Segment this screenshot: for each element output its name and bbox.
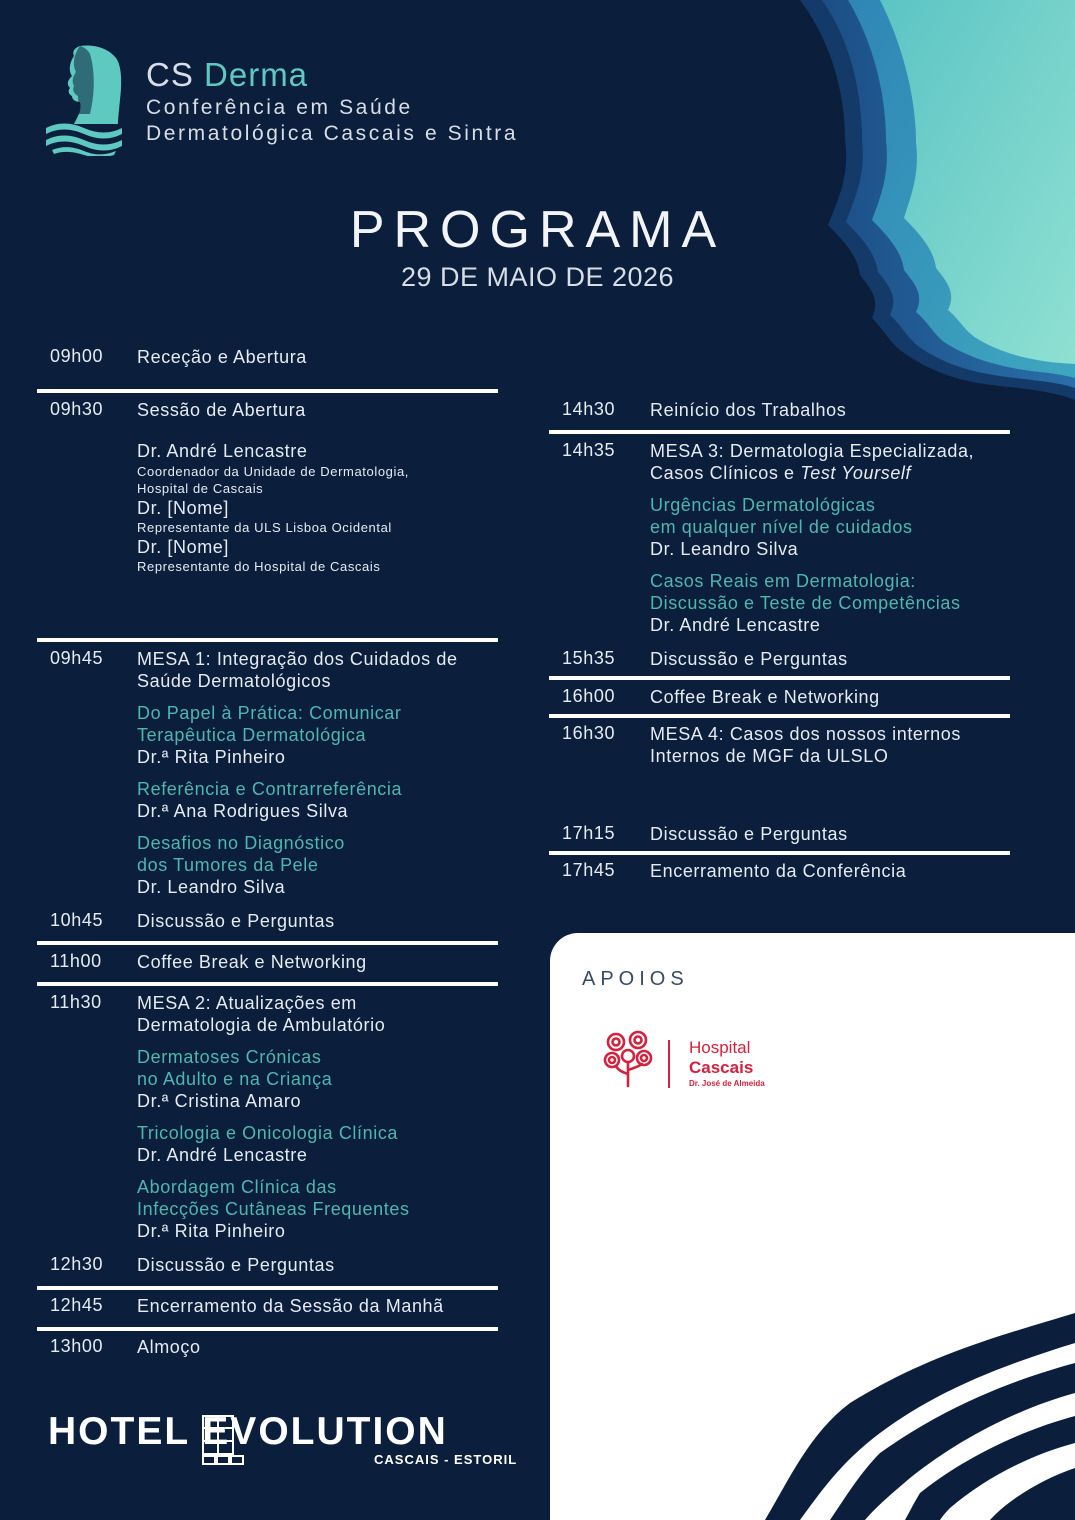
brand-subtitle-line1: Conferência em Saúde xyxy=(146,96,413,119)
time-1130: 11h30 xyxy=(50,992,102,1012)
divider xyxy=(37,1286,498,1290)
time-0900: 09h00 xyxy=(50,346,104,366)
time-0930: 09h30 xyxy=(50,399,104,419)
brand-accent: Derma xyxy=(204,56,309,93)
talk-title: Urgências Dermatológicas xyxy=(650,495,876,515)
talk-speaker: Dr.ª Rita Pinheiro xyxy=(137,1221,286,1241)
divider xyxy=(549,851,1010,855)
time-1715: 17h15 xyxy=(562,823,616,843)
talk-speaker: Dr.ª Ana Rodrigues Silva xyxy=(137,801,349,821)
speaker-name: Dr. [Nome] xyxy=(137,498,230,518)
talk-title: Referência e Contrarreferência xyxy=(137,779,403,799)
item-1600-title: Coffee Break e Networking xyxy=(650,687,880,707)
time-1245: 12h45 xyxy=(50,1295,104,1315)
hospital-tree-logo-icon xyxy=(602,1030,656,1088)
time-1230: 12h30 xyxy=(50,1254,104,1274)
talk-title: no Adulto e na Criança xyxy=(137,1069,333,1089)
item-1430-title: Reinício dos Trabalhos xyxy=(650,400,847,420)
item-1715-title: Discussão e Perguntas xyxy=(650,824,848,844)
talk-speaker: Dr.ª Cristina Amaro xyxy=(137,1091,302,1111)
speaker-name: Dr. André Lencastre xyxy=(137,441,308,461)
talk-speaker: Dr. Leandro Silva xyxy=(650,539,799,559)
time-1600: 16h00 xyxy=(562,686,616,706)
item-0900-title: Receção e Abertura xyxy=(137,347,307,367)
speaker-role: Hospital de Cascais xyxy=(137,481,264,496)
item-1045-title: Discussão e Perguntas xyxy=(137,911,335,931)
talk-speaker: Dr. Leandro Silva xyxy=(137,877,286,897)
mesa3-title-line2: Casos Clínicos e Test Yourself xyxy=(650,463,912,483)
divider xyxy=(549,676,1010,680)
logo-divider xyxy=(668,1040,670,1088)
talk-title: em qualquer nível de cuidados xyxy=(650,517,913,537)
mesa3-title-italic: Test Yourself xyxy=(800,463,912,483)
support-heading: APOIOS xyxy=(582,968,689,990)
item-0930-title: Sessão de Abertura xyxy=(137,400,306,420)
mesa2-title-line1: MESA 2: Atualizações em xyxy=(137,993,357,1013)
divider xyxy=(37,941,498,945)
divider xyxy=(37,982,498,986)
venue-name: HOTEL EVOLUTION xyxy=(48,1410,448,1453)
item-1245-title: Encerramento da Sessão da Manhã xyxy=(137,1296,444,1316)
event-date: 29 DE MAIO DE 2026 xyxy=(400,262,675,292)
talk-speaker: Dr. André Lencastre xyxy=(137,1145,308,1165)
hospital-name-line2: Cascais xyxy=(689,1058,754,1077)
hospital-name-line1: Hospital xyxy=(689,1038,751,1057)
divider xyxy=(37,638,498,642)
time-1430: 14h30 xyxy=(562,399,616,419)
divider xyxy=(549,430,1010,434)
speaker-role: Representante da ULS Lisboa Ocidental xyxy=(137,520,392,535)
talk-title: Do Papel à Prática: Comunicar xyxy=(137,703,402,723)
talk-title: Discussão e Teste de Competências xyxy=(650,593,961,613)
time-1100: 11h00 xyxy=(50,951,102,971)
wave-graphic xyxy=(550,933,1075,1520)
hotel-logo-icon xyxy=(200,1414,246,1466)
talk-speaker: Dr.ª Rita Pinheiro xyxy=(137,747,286,767)
speaker-name: Dr. [Nome] xyxy=(137,537,230,557)
item-1535-title: Discussão e Perguntas xyxy=(650,649,848,669)
brand-title: CS Derma xyxy=(146,56,309,93)
hospital-name-line3: Dr. José de Almeida xyxy=(689,1079,765,1088)
mesa4-title-line1: MESA 4: Casos dos nossos internos xyxy=(650,724,961,744)
talk-speaker: Dr. André Lencastre xyxy=(650,615,821,635)
brand-subtitle-line2: Dermatológica Cascais e Sintra xyxy=(146,122,519,145)
mesa2-title-line2: Dermatologia de Ambulatório xyxy=(137,1015,386,1035)
support-panel xyxy=(550,933,1075,1520)
time-1630: 16h30 xyxy=(562,723,616,743)
talk-title: Abordagem Clínica das xyxy=(137,1177,337,1197)
divider xyxy=(37,1327,498,1331)
item-1300-title: Almoço xyxy=(137,1337,201,1357)
item-1100-title: Coffee Break e Networking xyxy=(137,952,367,972)
item-1745-title: Encerramento da Conferência xyxy=(650,861,907,881)
speaker-role: Representante do Hospital de Cascais xyxy=(137,559,381,574)
divider xyxy=(549,714,1010,718)
talk-title: Infecções Cutâneas Frequentes xyxy=(137,1199,410,1219)
time-1435: 14h35 xyxy=(562,440,616,460)
page-title: PROGRAMA xyxy=(349,201,726,259)
mesa1-title-line2: Saúde Dermatológicos xyxy=(137,671,332,691)
talk-title: Terapêutica Dermatológica xyxy=(137,725,367,745)
talk-title: Dermatoses Crónicas xyxy=(137,1047,322,1067)
time-1745: 17h45 xyxy=(562,860,616,880)
mesa3-title-line1: MESA 3: Dermatologia Especializada, xyxy=(650,441,975,461)
venue-location: CASCAIS - ESTORIL xyxy=(374,1452,518,1467)
cs-derma-logo-icon xyxy=(44,44,124,156)
talk-title: Casos Reais em Dermatologia: xyxy=(650,571,916,591)
time-1300: 13h00 xyxy=(50,1336,104,1356)
speaker-role: Coordenador da Unidade de Dermatologia, xyxy=(137,464,410,479)
talk-title: dos Tumores da Pele xyxy=(137,855,319,875)
talk-title: Desafios no Diagnóstico xyxy=(137,833,345,853)
talk-title: Tricologia e Onicologia Clínica xyxy=(137,1123,399,1143)
mesa1-title-line1: MESA 1: Integração dos Cuidados de xyxy=(137,649,458,669)
mesa4-title-line2: Internos de MGF da ULSLO xyxy=(650,746,889,766)
divider xyxy=(37,389,498,393)
time-1535: 15h35 xyxy=(562,648,616,668)
time-1045: 10h45 xyxy=(50,910,104,930)
time-0945: 09h45 xyxy=(50,648,104,668)
item-1230-title: Discussão e Perguntas xyxy=(137,1255,335,1275)
